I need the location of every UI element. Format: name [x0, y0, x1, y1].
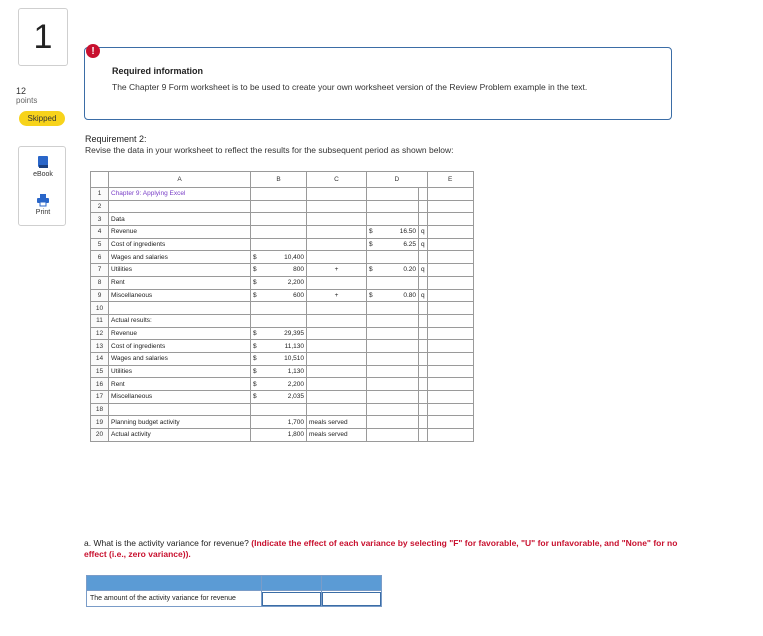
worksheet-table [90, 171, 474, 442]
cell-d-value: 0.20 [389, 264, 419, 277]
cell-d-unit [419, 188, 428, 201]
cell-b-value [273, 188, 307, 201]
row-number: 6 [91, 251, 109, 264]
cell-d-unit [419, 276, 428, 289]
cell-e [427, 251, 473, 264]
points-label: points [16, 96, 38, 105]
column-header: C [307, 172, 367, 188]
cell-e [427, 226, 473, 239]
cell-d-value [389, 276, 419, 289]
sheet-row [91, 289, 474, 302]
row-number: 10 [91, 302, 109, 315]
cell-d-symbol [367, 327, 389, 340]
cell-a: Data [109, 213, 251, 226]
cell-d-value [389, 365, 419, 378]
cell-e [427, 188, 473, 201]
cell-b-symbol [251, 314, 273, 327]
cell-d-symbol: $ [367, 264, 389, 277]
cell-d-value [389, 302, 419, 315]
cell-b-symbol [251, 416, 273, 429]
requirement-title: Requirement 2: [85, 134, 147, 144]
cell-d-value: 0.80 [389, 289, 419, 302]
cell-a: Planning budget activity [109, 416, 251, 429]
cell-c [307, 352, 367, 365]
cell-d-symbol: $ [367, 289, 389, 302]
info-title: Required information [112, 66, 204, 76]
sheet-row [91, 352, 474, 365]
cell-c [307, 188, 367, 201]
cell-a: Actual activity [109, 429, 251, 442]
cell-d-symbol [367, 391, 389, 404]
answer-header-row [87, 576, 382, 591]
row-number: 20 [91, 429, 109, 442]
cell-d-symbol [367, 340, 389, 353]
cell-a [109, 302, 251, 315]
cell-b-value [273, 302, 307, 315]
cell-a: Cost of ingredients [109, 340, 251, 353]
row-number: 19 [91, 416, 109, 429]
cell-e [427, 416, 473, 429]
cell-d-value [389, 213, 419, 226]
column-header: A [109, 172, 251, 188]
cell-b-symbol [251, 238, 273, 251]
cell-b-value: 800 [273, 264, 307, 277]
row-number: 7 [91, 264, 109, 277]
row-number: 16 [91, 378, 109, 391]
cell-d-value [389, 340, 419, 353]
sheet-row [91, 403, 474, 416]
cell-b-symbol [251, 226, 273, 239]
cell-d-symbol [367, 403, 389, 416]
cell-b-value [273, 226, 307, 239]
row-number: 5 [91, 238, 109, 251]
sheet-row [91, 391, 474, 404]
cell-b-value [273, 314, 307, 327]
sheet-row [91, 365, 474, 378]
question-number: 1 [18, 8, 68, 66]
status-badge: Skipped [19, 111, 65, 126]
cell-d-unit: q [419, 289, 428, 302]
answer-header-cell [322, 576, 382, 591]
cell-d-value [389, 403, 419, 416]
row-number: 14 [91, 352, 109, 365]
row-number: 2 [91, 200, 109, 213]
cell-d-symbol [367, 429, 389, 442]
cell-a: Wages and salaries [109, 251, 251, 264]
cell-d-unit: q [419, 264, 428, 277]
cell-b-symbol [251, 429, 273, 442]
cell-e [427, 264, 473, 277]
cell-b-value: 1,130 [273, 365, 307, 378]
cell-a: Rent [109, 276, 251, 289]
cell-a [109, 403, 251, 416]
cell-c [307, 238, 367, 251]
points-value: 12 [16, 86, 27, 96]
answer-label: The amount of the activity variance for revenue [87, 591, 262, 607]
cell-b-value: 2,200 [273, 378, 307, 391]
cell-c [307, 365, 367, 378]
cell-d-symbol [367, 302, 389, 315]
cell-b-symbol [251, 403, 273, 416]
cell-d-symbol [367, 352, 389, 365]
cell-b-symbol: $ [251, 340, 273, 353]
cell-d-value [389, 188, 419, 201]
cell-c [307, 327, 367, 340]
cell-e [427, 289, 473, 302]
column-header-row [91, 172, 474, 188]
cell-b-value [273, 200, 307, 213]
cell-d-value [389, 314, 419, 327]
cell-c [307, 200, 367, 213]
cell-e [427, 200, 473, 213]
cell-b-value: 1,800 [273, 429, 307, 442]
cell-b-symbol [251, 213, 273, 226]
cell-c: + [307, 289, 367, 302]
cell-d-value [389, 200, 419, 213]
row-number: 4 [91, 226, 109, 239]
cell-e [427, 340, 473, 353]
sheet-row [91, 238, 474, 251]
sheet-row [91, 429, 474, 442]
cell-d-value: 6.25 [389, 238, 419, 251]
cell-b-symbol: $ [251, 327, 273, 340]
row-number: 17 [91, 391, 109, 404]
question-prefix: a. What is the activity variance for revenue? [84, 538, 249, 548]
row-number: 13 [91, 340, 109, 353]
alert-icon: ! [86, 44, 100, 58]
cell-b-value: 10,400 [273, 251, 307, 264]
cell-e [427, 378, 473, 391]
sheet-row [91, 378, 474, 391]
cell-b-value: 600 [273, 289, 307, 302]
book-icon [36, 155, 50, 169]
cell-d-symbol [367, 200, 389, 213]
cell-b-value: 2,200 [273, 276, 307, 289]
effect-select[interactable] [322, 592, 381, 606]
cell-b-value: 29,395 [273, 327, 307, 340]
cell-e [427, 429, 473, 442]
cell-a: Utilities [109, 365, 251, 378]
row-number: 12 [91, 327, 109, 340]
sheet-row [91, 264, 474, 277]
cell-d-symbol [367, 365, 389, 378]
printer-icon [36, 193, 50, 207]
cell-c [307, 340, 367, 353]
cell-b-value [273, 213, 307, 226]
cell-d-symbol [367, 251, 389, 264]
cell-d-unit [419, 391, 428, 404]
cell-a: Utilities [109, 264, 251, 277]
effect-cell [322, 591, 382, 607]
cell-c [307, 251, 367, 264]
cell-d-value [389, 251, 419, 264]
cell-a: Revenue [109, 327, 251, 340]
cell-e [427, 403, 473, 416]
cell-a: Miscellaneous [109, 391, 251, 404]
question-instruction: (Indicate the effect of each variance by selecting "F" for favorable, "U" for unfavorable, and "None" for no effect (i.e., zero variance)). [84, 538, 678, 559]
sheet-row [91, 200, 474, 213]
side-tools [18, 146, 66, 226]
cell-d-symbol [367, 314, 389, 327]
cell-b-symbol: $ [251, 289, 273, 302]
cell-a [109, 200, 251, 213]
cell-c: meals served [307, 416, 367, 429]
row-number: 18 [91, 403, 109, 416]
cell-a: Actual results: [109, 314, 251, 327]
cell-b-symbol [251, 302, 273, 315]
cell-d-value [389, 429, 419, 442]
cell-e [427, 352, 473, 365]
cell-e [427, 276, 473, 289]
answer-header-cell [87, 576, 262, 591]
cell-d-symbol [367, 213, 389, 226]
cell-d-unit [419, 378, 428, 391]
sheet-row [91, 213, 474, 226]
cell-d-unit [419, 302, 428, 315]
cell-c [307, 302, 367, 315]
cell-d-unit [419, 200, 428, 213]
cell-d-unit [419, 416, 428, 429]
cell-d-symbol [367, 378, 389, 391]
cell-c: + [307, 264, 367, 277]
cell-b-value [273, 403, 307, 416]
cell-d-symbol [367, 276, 389, 289]
cell-b-value [273, 238, 307, 251]
cell-a: Revenue [109, 226, 251, 239]
cell-e [427, 314, 473, 327]
cell-c [307, 213, 367, 226]
cell-b-value: 11,130 [273, 340, 307, 353]
sheet-row [91, 251, 474, 264]
cell-d-value [389, 327, 419, 340]
amount-input[interactable] [262, 592, 321, 606]
cell-b-symbol: $ [251, 276, 273, 289]
cell-d-symbol: $ [367, 226, 389, 239]
cell-c [307, 276, 367, 289]
answer-header-cell [262, 576, 322, 591]
cell-a: Miscellaneous [109, 289, 251, 302]
cell-d-unit [419, 365, 428, 378]
row-number: 3 [91, 213, 109, 226]
cell-d-unit [419, 429, 428, 442]
cell-b-symbol: $ [251, 365, 273, 378]
row-number: 15 [91, 365, 109, 378]
cell-e [427, 327, 473, 340]
cell-b-symbol: $ [251, 391, 273, 404]
cell-c [307, 226, 367, 239]
cell-a: Chapter 9: Applying Excel [109, 188, 251, 201]
ebook-button[interactable] [19, 155, 67, 178]
column-header: D [367, 172, 428, 188]
cell-d-value [389, 391, 419, 404]
cell-c [307, 403, 367, 416]
cell-b-symbol: $ [251, 378, 273, 391]
sheet-row [91, 327, 474, 340]
answer-row [87, 591, 382, 607]
corner-cell [91, 172, 109, 188]
cell-a: Cost of ingredients [109, 238, 251, 251]
row-number: 1 [91, 188, 109, 201]
sheet-row [91, 226, 474, 239]
cell-d-value [389, 352, 419, 365]
cell-a: Rent [109, 378, 251, 391]
cell-c [307, 314, 367, 327]
cell-d-symbol [367, 416, 389, 429]
sheet-row [91, 340, 474, 353]
cell-a: Wages and salaries [109, 352, 251, 365]
cell-d-unit [419, 403, 428, 416]
cell-e [427, 365, 473, 378]
column-header: E [427, 172, 473, 188]
cell-b-value: 2,035 [273, 391, 307, 404]
info-text: The Chapter 9 Form worksheet is to be used to create your own worksheet version of the Review Problem example in the text. [112, 82, 588, 92]
row-number: 11 [91, 314, 109, 327]
row-number: 8 [91, 276, 109, 289]
cell-b-symbol: $ [251, 251, 273, 264]
cell-b-symbol: $ [251, 352, 273, 365]
sheet-row [91, 188, 474, 201]
cell-b-symbol [251, 188, 273, 201]
cell-d-value [389, 378, 419, 391]
sheet-row [91, 302, 474, 315]
answer-table [86, 575, 382, 607]
cell-d-unit [419, 340, 428, 353]
question-text [84, 538, 684, 560]
cell-d-symbol [367, 188, 389, 201]
row-number: 9 [91, 289, 109, 302]
cell-d-unit [419, 352, 428, 365]
ebook-label: eBook [33, 171, 53, 178]
amount-cell [262, 591, 322, 607]
cell-d-value: 16.50 [389, 226, 419, 239]
cell-b-symbol [251, 200, 273, 213]
cell-d-unit: q [419, 238, 428, 251]
cell-d-symbol: $ [367, 238, 389, 251]
cell-b-symbol: $ [251, 264, 273, 277]
cell-e [427, 238, 473, 251]
cell-d-unit [419, 314, 428, 327]
requirement-text: Revise the data in your worksheet to reflect the results for the subsequent period as shown below: [85, 145, 454, 155]
cell-e [427, 213, 473, 226]
print-button[interactable] [19, 193, 67, 216]
cell-d-unit [419, 213, 428, 226]
cell-c: meals served [307, 429, 367, 442]
cell-b-value: 1,700 [273, 416, 307, 429]
print-label: Print [35, 209, 51, 216]
sheet-row [91, 276, 474, 289]
cell-d-unit [419, 327, 428, 340]
column-header: B [251, 172, 307, 188]
cell-e [427, 302, 473, 315]
cell-d-value [389, 416, 419, 429]
cell-d-unit: q [419, 226, 428, 239]
cell-c [307, 391, 367, 404]
sheet-row [91, 314, 474, 327]
cell-b-value: 10,510 [273, 352, 307, 365]
cell-d-unit [419, 251, 428, 264]
cell-e [427, 391, 473, 404]
sheet-row [91, 416, 474, 429]
cell-c [307, 378, 367, 391]
